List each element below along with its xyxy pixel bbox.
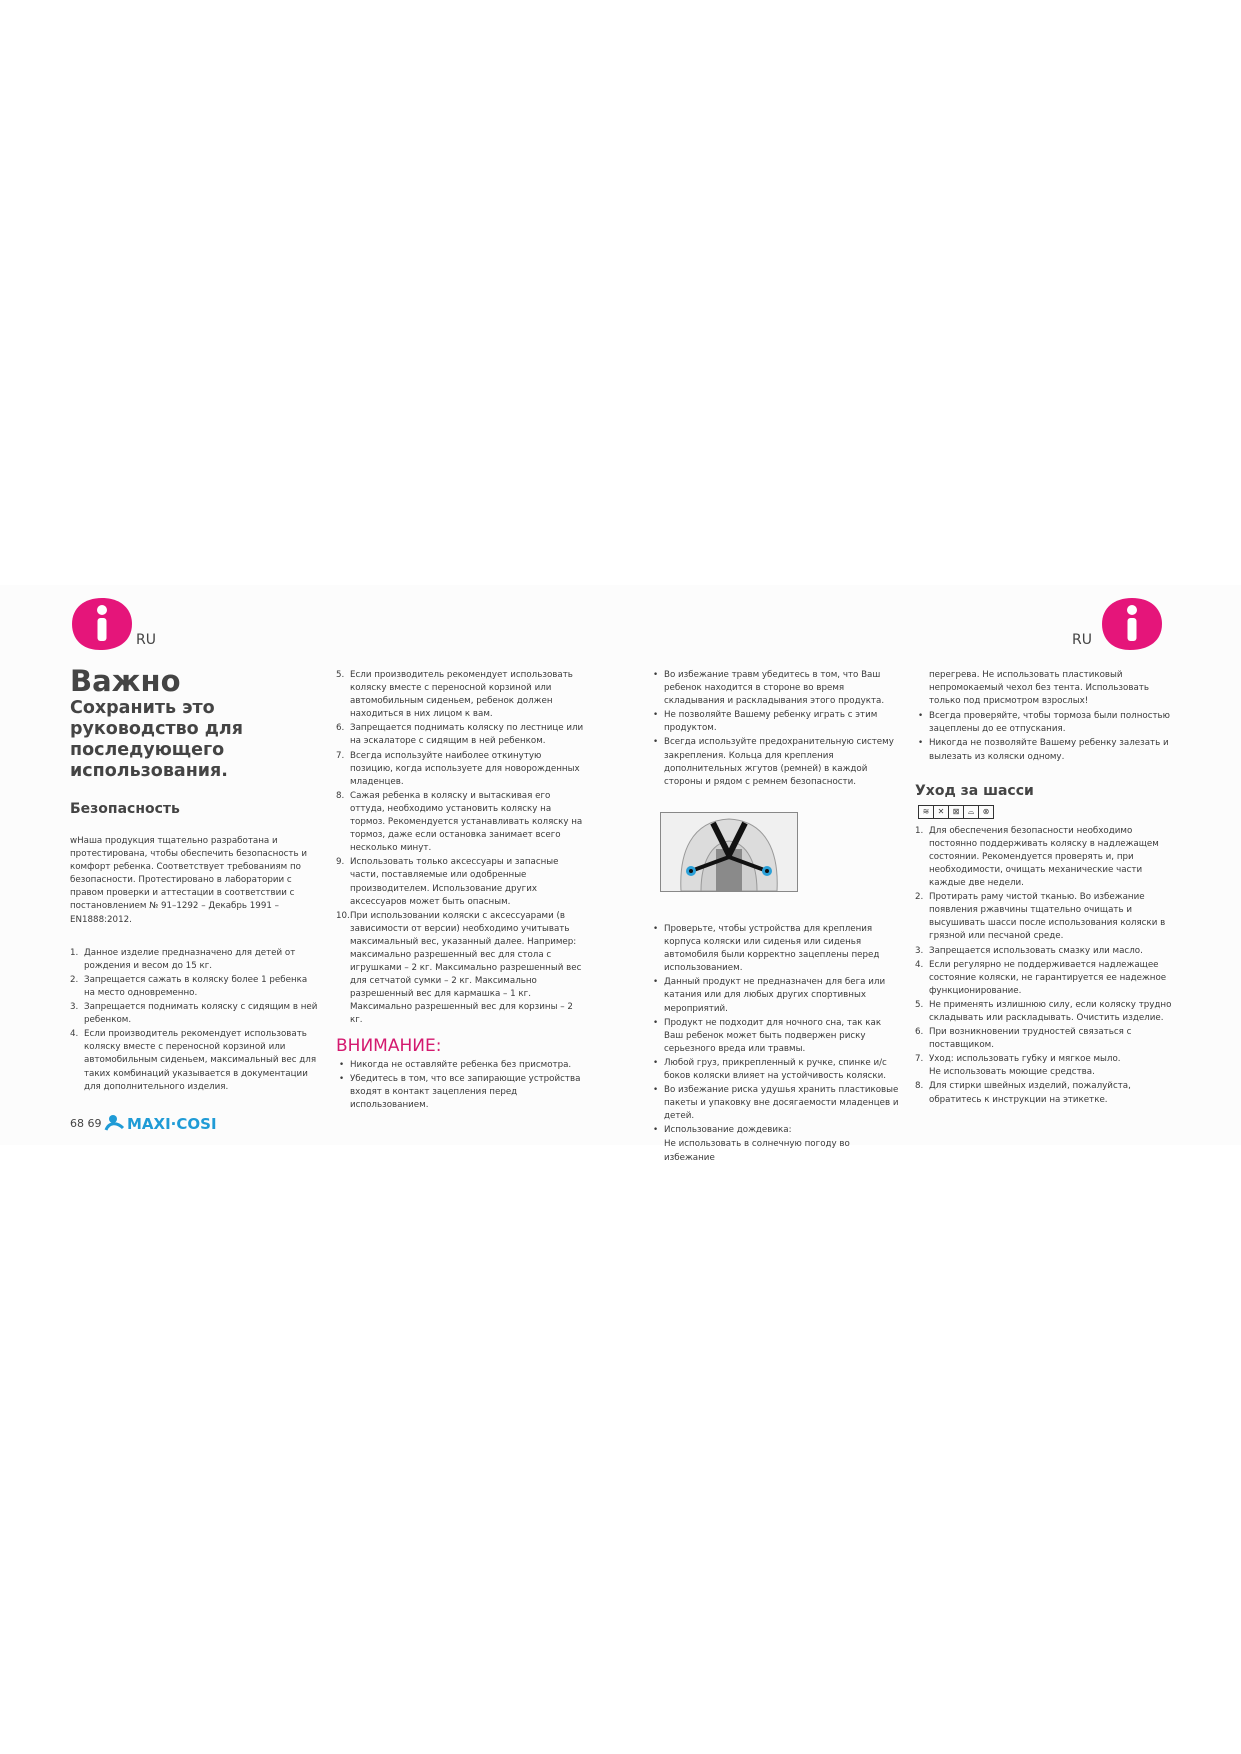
page-subtitle: Сохранить это руководство для последующего использования.	[70, 698, 243, 781]
maxi-cosi-logo	[103, 1110, 243, 1136]
harness-illustration	[660, 812, 798, 892]
bullet-list-top	[650, 669, 900, 789]
list-item: 8. Для стирки швейных изделий, пожалуйста, обратитесь к инструкции на этикетке.	[915, 1081, 1131, 1105]
list-item: 5. Если производитель рекомендует использовать коляску вместе с переносной корзиной или автомобильным сиденьем, ребенок должен находиться в них лицом к вам.	[336, 670, 573, 720]
info-badge-left-icon	[70, 596, 134, 652]
info-badge-right-icon	[1100, 596, 1164, 652]
column-2	[336, 669, 586, 1113]
wash-icon: ≋	[918, 805, 934, 819]
list-item: • Любой груз, прикрепленный к ручке, спинке и/с боков коляски влияет на устойчивость коляски.	[653, 1057, 887, 1081]
list-item: 7. Всегда используйте наиболее откинутую позицию, когда используете для новорожденных младенцев.	[336, 750, 580, 787]
list-item: • Всегда используйте предохранительную систему закрепления. Кольца для крепления дополнительных жгутов (ремней) в каждой стороны и рядом с ремнем безопасности.	[653, 737, 894, 787]
language-label-left: RU	[136, 632, 156, 648]
rain-cover-note: Не использовать в солнечную погоду во избежание	[664, 1139, 850, 1163]
list-item: • Продукт не подходит для ночного сна, так как Ваш ребенок может быть подвержен риску серьезного вреда или травмы.	[653, 1017, 882, 1054]
column-4	[915, 669, 1177, 1108]
page-title: Важно	[70, 664, 181, 698]
list-item: • Никогда не позволяйте Вашему ребенку залезать и вылезать из коляски одному.	[918, 738, 1169, 762]
list-item: 9. Использовать только аксессуары и запасные части, поставляемые или одобренные производителем. Использование других аксессуаров может быть опасным.	[336, 857, 559, 907]
no-dry-clean-icon: ⊗	[978, 805, 994, 819]
column-1	[70, 664, 318, 1095]
list-item: 4. Если производитель рекомендует использовать коляску вместе с переносной корзиной или автомобильным сиденьем, максимальный вес для таких комбинаций указывается в документации для дополнительного изделия.	[70, 1029, 317, 1092]
intro-paragraph: wНаша продукция тщательно разработана и протестирована, чтобы обеспечить безопасность и комфорт ребенка. Соответствует требованиям по безопасности. Протестировано в лаборатории с правом проверки и аттестации в соответствии с постановлением № 91–1292 – Декабрь 1991 – EN1888:2012.	[70, 836, 308, 925]
rain-cover-note-cont: перегрева. Не использовать пластиковый непромокаемый чехол без тента. Использовать только под присмотром взрослых!	[929, 670, 1149, 707]
list-item: 6. Запрещается поднимать коляску по лестнице или на эскалаторе с сидящим в ней ребенком.	[336, 723, 584, 747]
list-item: • Не позволяйте Вашему ребенку играть с этим продуктом.	[653, 710, 878, 734]
list-item: 1. Для обеспечения безопасности необходимо постоянно поддерживать коляску в надлежащем состоянии. Рекомендуется проверять и, при необходимости, очищать механические части каждые две недели.	[915, 825, 1159, 889]
column-3	[650, 669, 900, 1165]
care-symbols	[918, 805, 1177, 819]
list-item: • Всегда проверяйте, чтобы тормоза были полностью зацеплены до ее отпускания.	[918, 711, 1170, 735]
list-item: 2. Запрещается сажать в коляску более 1 ребенка на место одновременно.	[70, 974, 308, 998]
list-item: • Во избежание риска удушья хранить пластиковые пакеты и упаковку вне досягаемости младенцев и детей.	[653, 1085, 899, 1122]
list-item: 7. Уход: использовать губку и мягкое мыло. Не использовать моющие средства.	[915, 1054, 1121, 1078]
no-bleach-icon: ✕	[933, 805, 949, 819]
safety-list-2	[336, 669, 586, 1028]
list-item: • Никогда не оставляйте ребенка без присмотра.	[339, 1059, 572, 1070]
warning-list	[336, 1059, 586, 1112]
list-item: 1. Данное изделие предназначено для детей от рождения и весом до 15 кг.	[70, 947, 296, 971]
list-item: 4. Если регулярно не поддерживается надлежащее состояние коляски, не гарантируется ее надежное функционирование.	[915, 959, 1167, 996]
list-item: 6. При возникновении трудностей связаться с поставщиком.	[915, 1027, 1132, 1051]
bullet-list	[915, 710, 1177, 763]
list-item: 10. При использовании коляски с аксессуарами (в зависимости от версии) необходимо учитывать максимальный вес, указанный далее. Например: максимально разрешенный вес для стола с игрушками – 2 кг. Максимально разрешенный вес для сетчатой сумки – 2 кг. Максимально разрешенный вес для кармашка – 1 кг. Максимально разрешенный вес для корзины – 2 кг.	[336, 910, 582, 1026]
page-numbers: 68 69	[70, 1117, 102, 1130]
list-item: • Убедитесь в том, что все запирающие устройства входят в контакт зацепления перед использованием.	[339, 1073, 581, 1110]
safety-list-1	[70, 947, 318, 1094]
list-item: • Использование дождевика:	[653, 1125, 792, 1136]
list-item: 3. Запрещается поднимать коляску с сидящим в ней ребенком.	[70, 1002, 318, 1026]
safety-heading: Безопасность	[70, 801, 180, 817]
warning-heading: ВНИМАНИЕ:	[336, 1035, 442, 1056]
list-item: 3. Запрещается использовать смазку или масло.	[915, 945, 1143, 956]
list-item: 2. Протирать раму чистой тканью. Во избежание появления ржавчины тщательно очищать и высушивать шасси после использования коляски в грязной или песчаной среде.	[915, 892, 1166, 942]
no-iron-icon: ⌓	[963, 805, 979, 819]
list-item: • Во избежание травм убедитесь в том, что Ваш ребенок находится в стороне во время складывания и раскладывания этого продукта.	[653, 670, 885, 707]
brand-name: MAXI·COSI	[127, 1115, 217, 1133]
list-item: 5. Не применять излишнюю силу, если коляску трудно складывать или раскладывать. Очистить изделие.	[915, 999, 1172, 1023]
list-item: • Данный продукт не предназначен для бега или катания или для любых других спортивных мероприятий.	[653, 977, 886, 1014]
list-item: • Проверьте, чтобы устройства для крепления корпуса коляски или сиденья или сиденья автомобиля были корректно зацеплены перед использованием.	[653, 923, 880, 974]
language-label-right: RU	[1072, 632, 1092, 648]
no-tumble-dry-icon: ⊠	[948, 805, 964, 819]
care-heading: Уход за шасси	[915, 782, 1034, 799]
bullet-list-bottom	[650, 923, 900, 1138]
list-item: 8. Сажая ребенка в коляску и вытаскивая его оттуда, необходимо установить коляску на тормоз. Рекомендуется устанавливать коляску на тормоз, даже если остановка занимает всего несколько минут.	[336, 790, 583, 854]
care-list	[915, 825, 1177, 1107]
